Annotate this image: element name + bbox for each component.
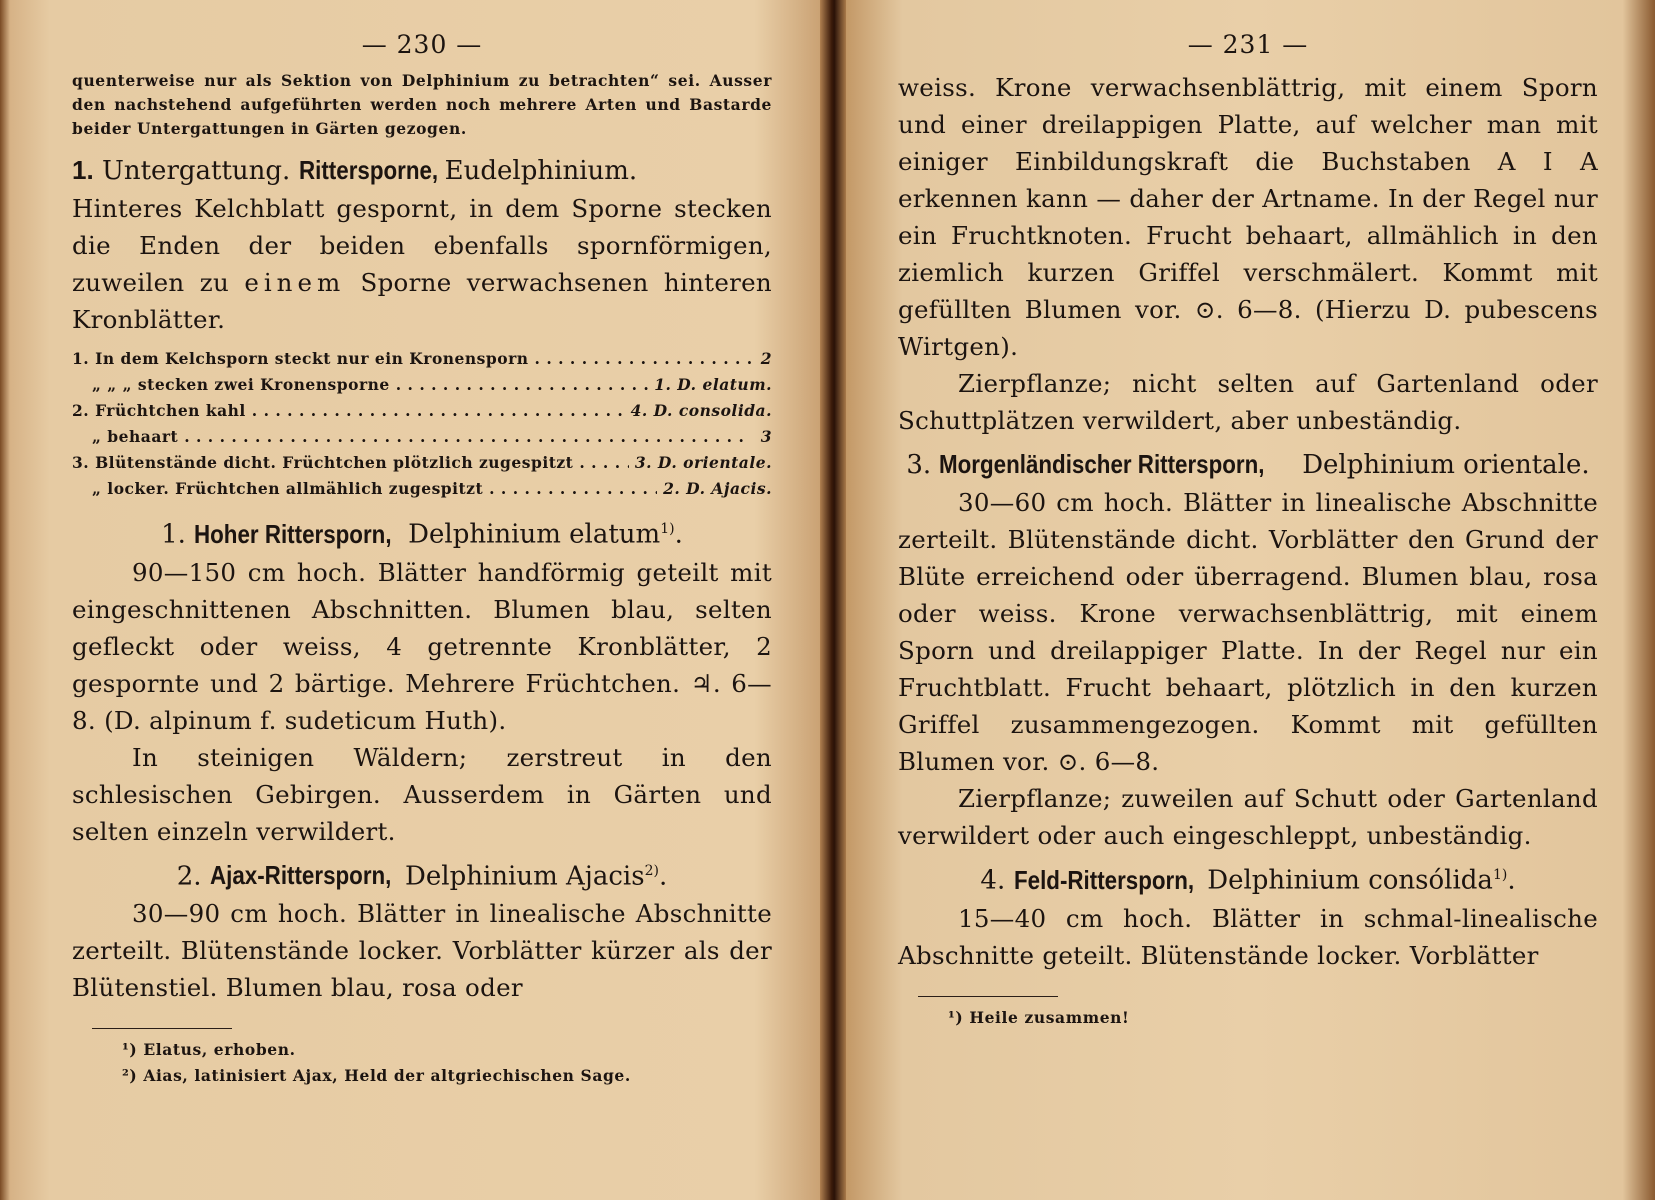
subgenus-text-a: Hinteres Kelchblatt gespornt, in dem Sporne stecken die Enden der beiden ebenfalls spornförmigen, zuweilen zu [72, 194, 772, 297]
footnote: ²) Aias, latinisiert Ajax, Held der altgriechischen Sage. [122, 1066, 631, 1086]
species-common-name: Feld-Rittersporn, [1013, 864, 1194, 895]
key-row [72, 346, 772, 372]
left-page [0, 0, 820, 1200]
left-column [72, 30, 772, 1089]
key-ref: 1. D. elatum. [654, 375, 772, 394]
key-text: 2. Früchtchen kahl [72, 401, 246, 420]
key-ref: 3 [760, 427, 772, 446]
footnote-rule [918, 996, 1058, 997]
key-row [72, 372, 772, 398]
species-description-1: 90—150 cm hoch. Blätter handförmig geteilt mit eingeschnittenen Abschnitten. Blumen blau, selten gefleckt oder weiss, 4 getrennte Kronblätter, 2 gespornte und 2 bärtige. Mehrere Früchtchen. ♃. 6—8. (D. alpinum f. sudeticum Huth). [72, 557, 772, 735]
key-dots [535, 346, 755, 372]
key-ref: 4. D. consolida. [630, 401, 772, 420]
species-habitat-3: Zierpflanze; zuweilen auf Schutt oder Gartenland verwildert oder auch eingeschleppt, unbeständig. [898, 784, 1598, 850]
footnote-ref: 2) [644, 862, 659, 879]
habitat-paragraph: Zierpflanze; nicht selten auf Gartenland oder Schuttplätzen verwildert, aber unbeständig. [898, 369, 1598, 435]
intro-paragraph: quenterweise nur als Sektion von Delphinium zu betrachten“ sei. Ausser den nachstehend aufgeführten werden noch mehrere Arten und Bastarde beider Untergattungen in Gärten gezogen. [72, 71, 772, 138]
footnote-ref: 1) [660, 521, 675, 537]
species-heading-3 [898, 445, 1598, 484]
species-number: 1. [161, 519, 186, 550]
book-gutter [820, 0, 846, 1200]
key-text: 3. Blütenstände dicht. Früchtchen plötzlich zugespitzt [72, 453, 574, 472]
species-latin-name: Delphinium orientale. [1302, 450, 1590, 480]
subgenus-text-b: Sporne verwachsenen hinteren Kronblätter. [72, 268, 773, 334]
species-heading-1 [72, 510, 772, 554]
species-description-4: 15—40 cm hoch. Blätter in schmal-linealische Abschnitte geteilt. Blütenstände locker. Vorblätter [898, 903, 1598, 970]
heading-pre: Untergattung. [101, 156, 291, 186]
species-latin-name: Delphinium elatum [408, 519, 661, 550]
species-common-name: Morgenländischer Rittersporn, [939, 449, 1265, 479]
footnote: ¹) Heile zusammen! [948, 1007, 1130, 1027]
heading-bold: Rittersporne, [298, 155, 438, 185]
key-ref: 3. D. orientale. [634, 453, 772, 472]
key-text: „ „ „ stecken zwei Kronensporne [92, 375, 390, 394]
key-ref: 2. D. Ajacis. [663, 479, 772, 498]
key-text: 1. In dem Kelchsporn steckt nur ein Kronensporn [72, 349, 529, 368]
key-dots [184, 424, 755, 450]
key-ref: 2 [760, 349, 772, 368]
page-number: — 230 — [361, 30, 483, 59]
heading-end: . [658, 861, 668, 892]
species-habitat-1: In steinigen Wäldern; zerstreut in den schlesischen Gebirgen. Ausserdem in Gärten und selten einzeln verwildert. [72, 742, 772, 846]
key-dots [396, 372, 648, 398]
species-heading-4 [898, 856, 1598, 900]
species-number: 3. [906, 450, 932, 480]
key-text: „ locker. Früchtchen allmählich zugespitzt [92, 479, 484, 498]
key-dots [252, 398, 625, 424]
species-common-name: Hoher Rittersporn, [194, 518, 392, 549]
species-description-2: 30—90 cm hoch. Blätter in linealische Abschnitte zerteilt. Blütenstände locker. Vorblätter kürzer als der Blütenstiel. Blumen blau, rosa oder [72, 899, 772, 1003]
species-common-name: Ajax-Rittersporn, [209, 860, 392, 891]
footnote: ¹) Elatus, erhoben. [122, 1040, 296, 1060]
key-row [72, 450, 772, 476]
page-number: — 231 — [1187, 30, 1309, 59]
species-latin-name: Delphinium Ajacis [405, 861, 645, 892]
species-description-3: 30—60 cm hoch. Blätter in linealische Abschnitte zerteilt. Blütenstände dicht. Vorblätter den Grund der Blüte erreichend oder überragend. Blumen blau, rosa oder weiss. Krone verwachsenblättrig, mit einem Sporn und dreilappiger Platte. In der Regel nur ein Fruchtblatt. Frucht behaart, plötzlich in den kurzen Griffel zusammengezogen. Kommt mit gefüllten Blumen vor. ⊙. 6—8. [898, 488, 1598, 776]
key-dots [579, 450, 629, 476]
species-number: 2. [176, 861, 202, 892]
subgenus-description [72, 190, 772, 338]
key-row [72, 424, 772, 450]
footnote-rule [92, 1028, 232, 1029]
key-dots [489, 476, 657, 502]
footnote-ref: 1) [1492, 867, 1508, 883]
right-page [846, 0, 1655, 1200]
right-column [898, 30, 1598, 1031]
subgenus-text-spaced: einem [244, 268, 346, 297]
species-latin-name: Delphinium consólida [1207, 865, 1493, 896]
heading-end: . [1507, 865, 1516, 896]
subgenus-heading [72, 151, 772, 190]
heading-post: Eudelphinium. [444, 156, 638, 186]
species-number: 4. [980, 865, 1006, 896]
key-text: „ behaart [92, 427, 179, 446]
continued-description: weiss. Krone verwachsenblättrig, mit einem Sporn und einer dreilappigen Platte, auf welcher man mit einiger Einbildungskraft die Buchstaben A I A erkennen kann — daher der Artname. In der Regel nur ein Fruchtknoten. Frucht behaart, allmählich in den ziemlich kurzen Griffel verschmälert. Kommt mit gefüllten Blumen vor. ⊙. 6—8. (Hierzu D. pubescens Wirtgen). [898, 73, 1598, 361]
key-row [72, 398, 772, 424]
identification-key [72, 346, 772, 502]
species-heading-2 [72, 852, 772, 896]
key-row [72, 476, 772, 502]
heading-number: 1. [72, 155, 94, 185]
heading-end: . [674, 519, 683, 550]
